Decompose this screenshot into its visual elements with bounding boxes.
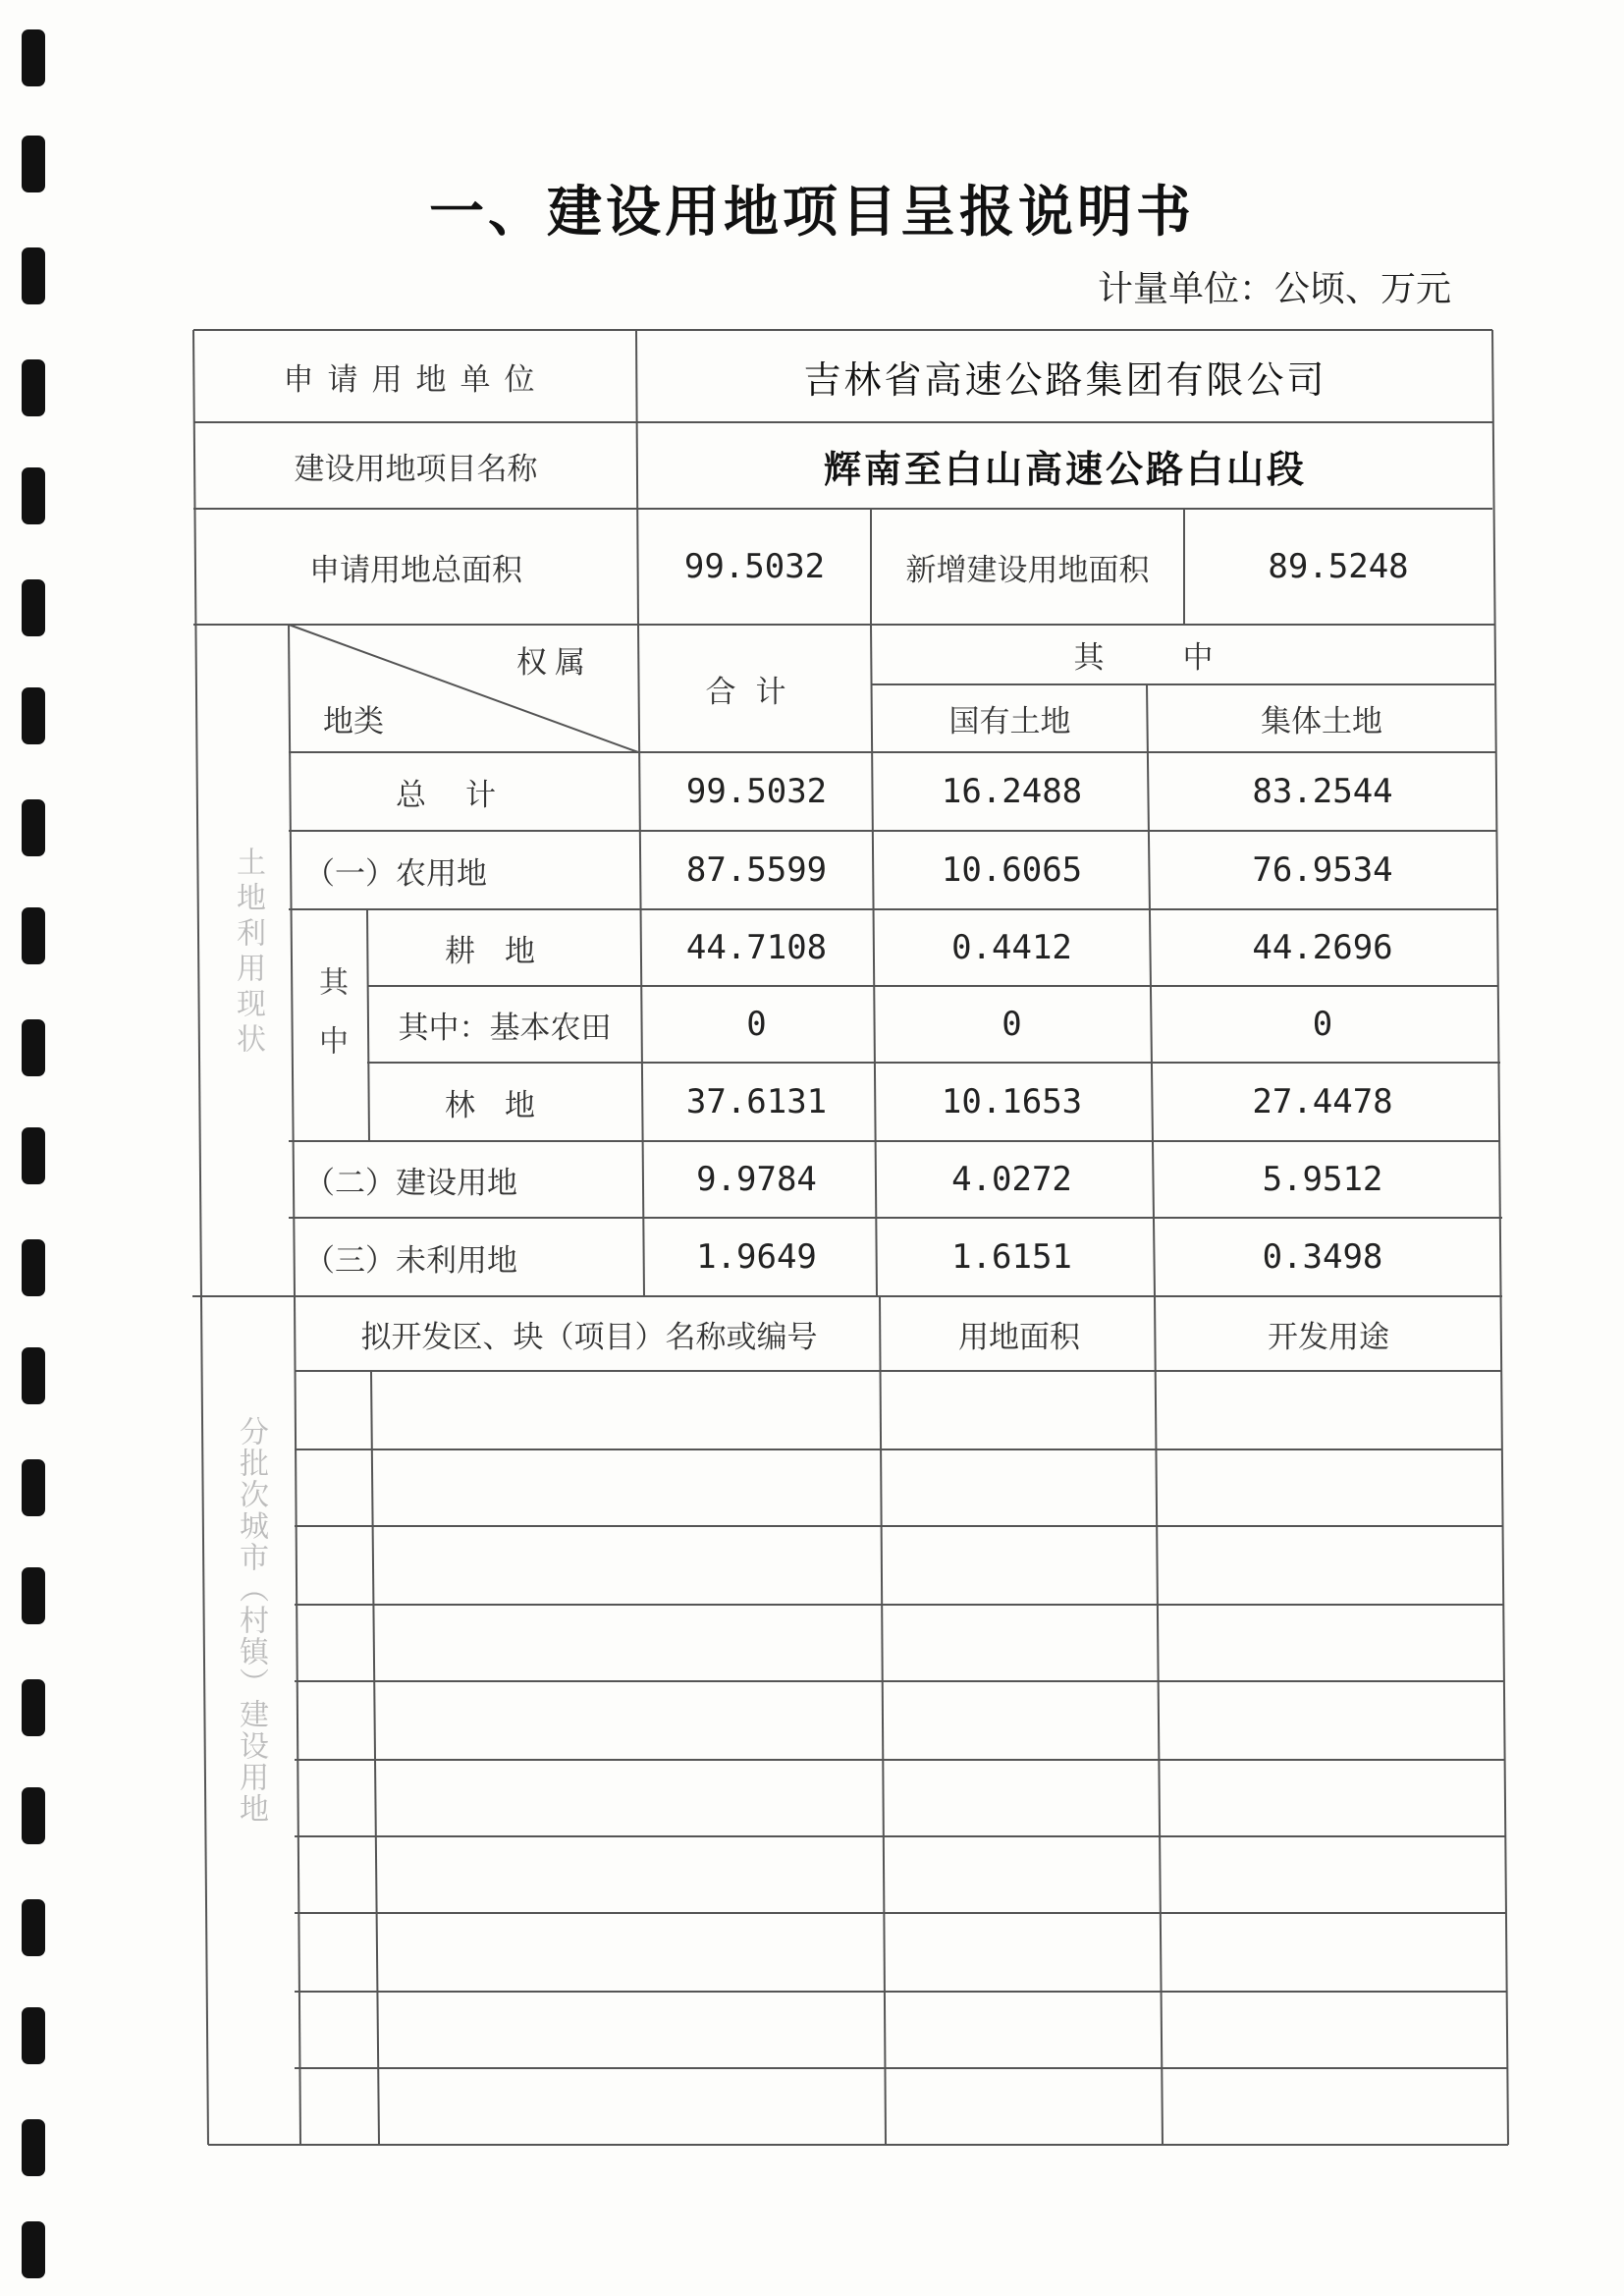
new-area-value: 89.5248 [1268,547,1409,586]
row-unused-total: 1.9649 [696,1237,817,1277]
row-label-agricultural: （一）农用地 [304,855,487,892]
unit-note: 计量单位：公顷、万元 [1097,269,1451,309]
row-forest-total: 37.6131 [685,1082,828,1121]
row-unused-state: 1.6151 [951,1237,1072,1277]
new-area-label: 新增建设用地面积 [905,552,1150,588]
row-construction-state: 4.0272 [951,1160,1072,1199]
page-title: 一、建设用地项目呈报说明书 [429,181,1195,245]
category-header: 地类 [323,703,384,739]
batch-use-header: 开发用途 [1268,1319,1389,1355]
row-label-basic-farmland: 其中：基本农田 [398,1010,612,1046]
row-unused-collective: 0.3498 [1262,1237,1383,1277]
row-basic-farmland-total: 0 [746,1005,767,1044]
row-label-construction: （二）建设用地 [304,1165,517,1201]
project-value: 辉南至白山高速公路白山段 [823,446,1307,491]
row-cultivated-state: 0.4412 [951,928,1072,967]
project-label: 建设用地项目名称 [294,451,538,487]
total-area-value: 99.5032 [683,547,826,586]
applicant-value: 吉林省高速公路集团有限公司 [803,357,1327,402]
row-total-collective: 83.2544 [1252,772,1393,811]
total-area-label: 申请用地总面积 [309,552,522,588]
row-forest-state: 10.1653 [941,1082,1083,1121]
land-use-section-label: 土地利用现状 [231,847,265,1059]
applicant-label: 申请用地单位 [283,361,549,398]
total-header: 合计 [705,674,806,710]
row-label-cultivated: 耕地 [445,933,565,969]
batch-name-header: 拟开发区、块（项目）名称或编号 [360,1319,818,1355]
row-forest-collective: 27.4478 [1252,1082,1393,1121]
row-cultivated-collective: 44.2696 [1252,928,1393,967]
collective-land-header: 集体土地 [1261,704,1382,739]
row-agricultural-state: 10.6065 [941,850,1083,890]
row-label-unused: （三）未利用地 [304,1242,517,1279]
of-which-sub-label: 其中 [313,966,348,1084]
row-total-state: 16.2488 [941,772,1083,811]
row-basic-farmland-collective: 0 [1312,1005,1333,1044]
of-which-header: 其中 [1073,640,1292,676]
row-agricultural-total: 87.5599 [685,850,828,890]
row-construction-total: 9.9784 [696,1160,817,1199]
batch-section-label: 分批次城市（村镇）建设用地 [234,1416,268,1825]
state-land-header: 国有土地 [948,704,1071,739]
row-label-total: 总计 [396,777,535,813]
row-total-total: 99.5032 [685,772,828,811]
row-basic-farmland-state: 0 [1001,1005,1022,1044]
ownership-header: 权属 [516,644,593,681]
row-cultivated-total: 44.7108 [685,928,828,967]
row-label-forest: 林地 [445,1087,565,1123]
batch-area-header: 用地面积 [958,1319,1080,1355]
row-construction-collective: 5.9512 [1262,1160,1383,1199]
row-agricultural-collective: 76.9534 [1252,850,1393,890]
